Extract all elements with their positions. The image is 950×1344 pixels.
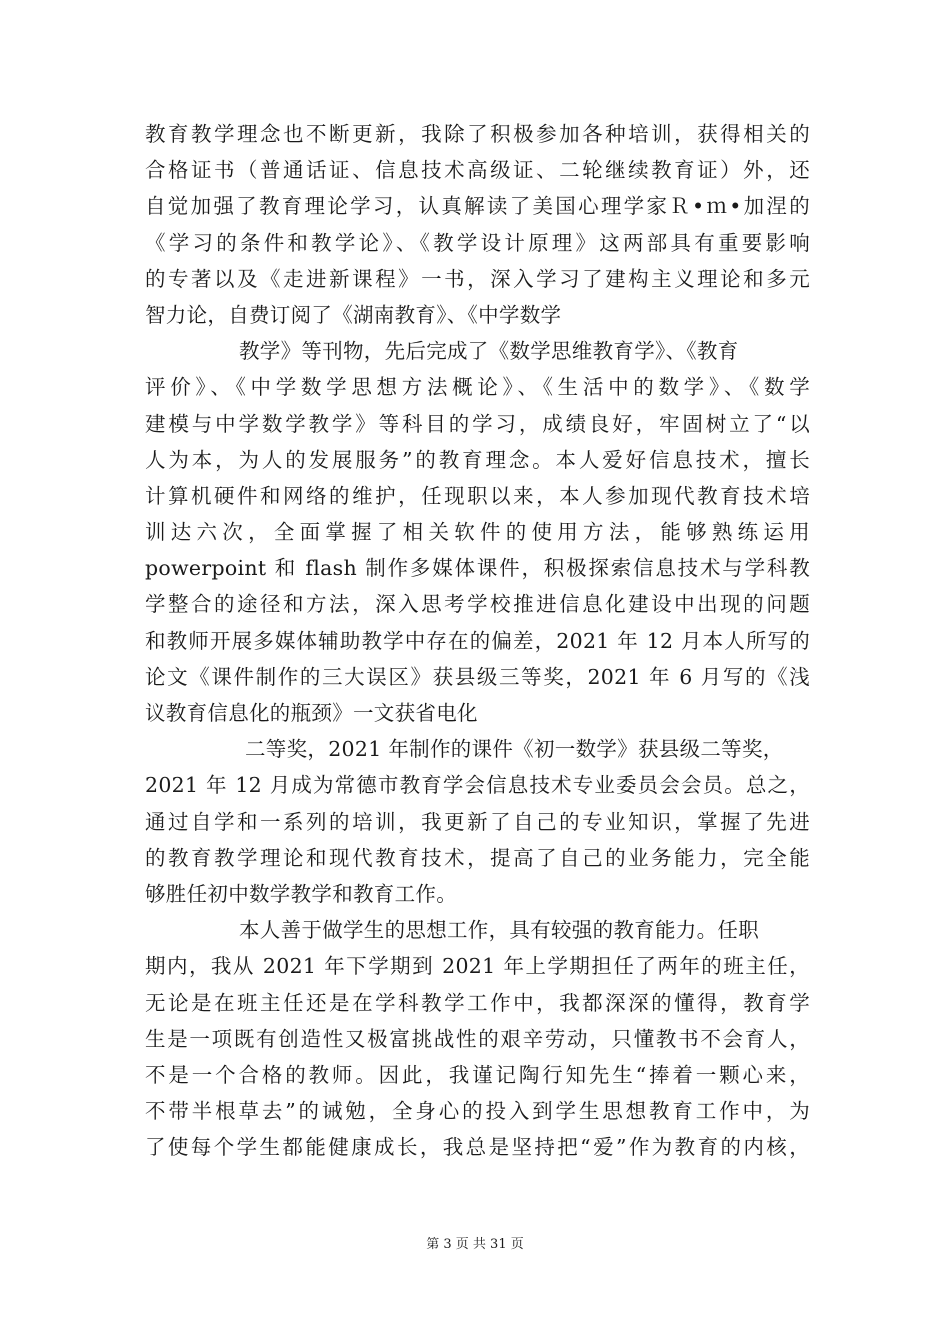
- text-line: 本人善于做学生的思想工作，具有较强的教育能力。任职: [239, 918, 759, 943]
- text-line: 了使每个学生都能健康成长，我总是坚持把“爱”作为教育的内核，: [145, 1135, 810, 1160]
- page-number: 第 3 页 共 31 页: [426, 1237, 524, 1252]
- text-line: 人为本，为人的发展服务”的教育理念。本人爱好信息技术，擅长: [145, 447, 810, 472]
- text-line: 议教育信息化的瓶颈》一文获省电化: [145, 701, 478, 725]
- text-line: 建模与中学数学教学》等科目的学习，成绩良好，牢固树立了“以: [145, 411, 810, 436]
- text-line: 和教师开展多媒体辅助教学中存在的偏差，2021 年 12 月本人所写的: [145, 628, 810, 653]
- text-line: 期内，我从 2021 年下学期到 2021 年上学期担任了两年的班主任，: [145, 954, 810, 979]
- text-line: 通过自学和一系列的培训，我更新了自己的专业知识，掌握了先进: [145, 809, 810, 834]
- text-line: 的专著以及《走进新课程》一书，深入学习了建构主义理论和多元: [145, 266, 810, 291]
- text-line: 计算机硬件和网络的维护，任现职以来，本人参加现代教育技术培: [145, 483, 810, 508]
- text-line: 教学》等刊物，先后完成了《数学思维教育学》、《教育: [239, 339, 739, 364]
- text-line: 二等奖，2021 年制作的课件《初一数学》获县级二等奖，: [245, 737, 784, 762]
- text-line: 自觉加强了教育理论学习，认真解读了美国心理学家Ｒ•ｍ•加涅的: [145, 194, 810, 219]
- text-line: 的教育教学理论和现代教育技术，提高了自己的业务能力，完全能: [145, 845, 810, 870]
- text-line: 生是一项既有创造性又极富挑战性的艰辛劳动，只懂教书不会育人，: [145, 1026, 810, 1051]
- text-line: 2021 年 12 月成为常德市教育学会信息技术专业委员会会员。总之，: [145, 773, 810, 798]
- text-line: 评价》、《中学数学思想方法概论》、《生活中的数学》、《数学: [145, 375, 810, 400]
- text-line: powerpoint 和 flash 制作多媒体课件，积极探索信息技术与学科教: [145, 556, 810, 581]
- text-line: 智力论，自费订阅了《湖南教育》、《中学数学: [145, 302, 562, 327]
- text-line: 够胜任初中数学教学和教育工作。: [145, 881, 457, 906]
- text-line: 不是一个合格的教师。因此，我谨记陶行知先生“捧着一颗心来，: [145, 1062, 810, 1087]
- text-line: 训达六次，全面掌握了相关软件的使用方法，能够熟练运用: [145, 520, 810, 545]
- text-line: 无论是在班主任还是在学科教学工作中，我都深深的懂得，教育学: [145, 990, 810, 1015]
- text-line: 不带半根草去”的诫勉，全身心的投入到学生思想教育工作中，为: [145, 1099, 810, 1124]
- text-line: 学整合的途径和方法，深入思考学校推进信息化建设中出现的问题: [145, 592, 810, 617]
- text-line: 论文《课件制作的三大误区》获县级三等奖，2021 年 6 月写的《浅: [145, 664, 810, 689]
- text-line: 教育教学理念也不断更新，我除了积极参加各种培训，获得相关的: [145, 122, 810, 146]
- body-text: [145, 116, 810, 1165]
- text-line: 合格证书（普通话证、信息技术高级证、二轮继续教育证）外，还: [145, 158, 810, 183]
- text-line: 《学习的条件和教学论》、《教学设计原理》这两部具有重要影响: [145, 230, 810, 255]
